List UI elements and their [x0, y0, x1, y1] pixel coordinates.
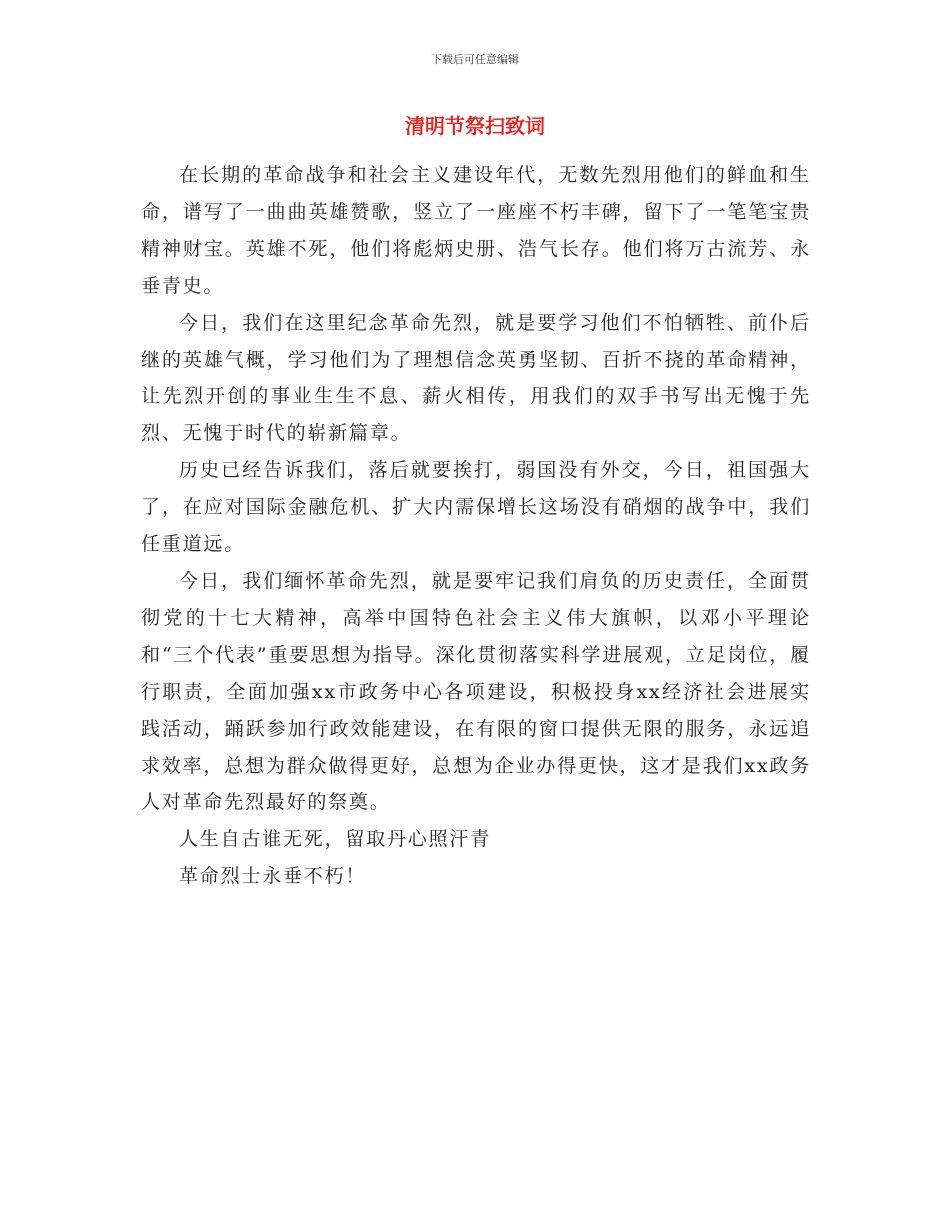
paragraph-2: 今日，我们在这里纪念革命先烈，就是要学习他们不怕牺牲、前仆后继的英雄气概，学习他们为了理想信念英勇坚韧、百折不挠的革命精神，让先烈开创的事业生生不息、薪火相传，用我们的双手书写出无愧于先烈、无愧于时代的崭新篇章。 — [141, 311, 811, 445]
document-title: 清明节祭扫致词 — [405, 114, 545, 138]
header-note: 下载后可任意编辑 — [431, 53, 519, 66]
closing-line-2: 革命烈士永垂不朽！ — [179, 865, 367, 888]
closing-line-1: 人生自古谁无死，留取丹心照汗青 — [179, 828, 492, 851]
paragraph-1: 在长期的革命战争和社会主义建设年代，无数先烈用他们的鲜血和生命，谱写了一曲曲英雄赞歌，竖立了一座座不朽丰碑，留下了一笔笔宝贵精神财宝。英雄不死，他们将彪炳史册、浩气长存。他们将万古流芳、永垂青史。 — [141, 164, 811, 297]
paragraph-3: 历史已经告诉我们，落后就要挨打，弱国没有外交，今日，祖国强大了，在应对国际金融危机、扩大内需保增长这场没有硝烟的战争中，我们任重道远。 — [141, 459, 811, 556]
paragraph-4: 今日，我们缅怀革命先烈，就是要牢记我们肩负的历史责任，全面贯彻党的十七大精神，高举中国特色社会主义伟大旗帜，以邓小平理论和“三个代表”重要思想为指导。深化贯彻落实科学进展观，立足岗位，履行职责，全面加强xx市政务中心各项建设，积极投身xx经济社会进展实践活动，踊跃参加行政效能建设，在有限的窗口提供无限的服务，永远追求效率，总想为群众做得更好，总想为企业办得更快，这才是我们xx政务人对革命先烈最好的祭奠。 — [141, 569, 811, 814]
document-body — [141, 157, 811, 895]
